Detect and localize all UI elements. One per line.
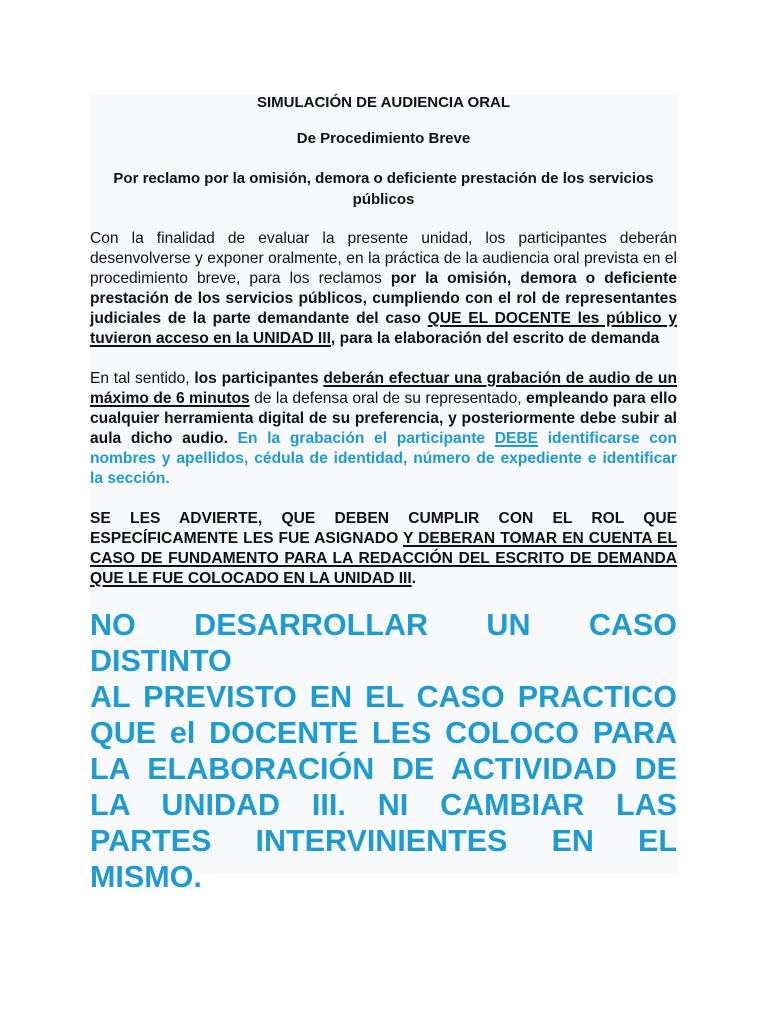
warning-line-5: LA UNIDAD III. NI CAMBIAR LAS [90, 788, 677, 822]
warning-line-1: NO DESARROLLAR UN CASO DISTINTO [90, 608, 677, 678]
warning-block [90, 607, 677, 895]
paragraph-instructions-text-5: empleando para ello cualquier herramienta digital de su preferencia, y posteriormente debe subir al aula dicho audio. [90, 390, 677, 447]
paragraph-instructions-text-7: DEBE [494, 430, 539, 447]
paragraph-warning-notice-text-2: Y DEBERAN TOMAR EN CUENTA EL CASO DE FUNDAMENTO PARA LA REDACCIÓN DEL ESCRITO DE DEMANDA QUE LE FUE COLOCADO EN LA UNIDAD III [90, 530, 677, 587]
paragraph-instructions-text-3: deberán efectuar una grabación de audio de un máximo de 6 minutos [90, 370, 677, 407]
paragraph-instructions [90, 369, 677, 489]
paragraph-instructions-text-6: En la grabación el participante [228, 430, 495, 447]
paragraph-instructions-text-2: los participantes [194, 370, 324, 387]
paragraph-instructions-text-1: En tal sentido, [90, 370, 195, 387]
document-title: SIMULACIÓN DE AUDIENCIA ORAL [256, 94, 511, 111]
document-content [90, 94, 677, 895]
paragraph-purpose-text-2: por la omisión, demora o deficiente prestación de los servicios públicos, cumpliendo con el rol de representantes judiciales de la parte demandante del caso [90, 270, 677, 327]
paragraph-purpose-text-3: QUE EL DOCENTE les público y tuvieron acceso en la UNIDAD III [90, 310, 677, 347]
paragraph-purpose-text-1: Con la finalidad de evaluar la presente unidad, los participantes deberán desenvolverse y exponer oralmente, en la práctica de la audiencia oral prevista en el procedimiento breve, para los reclamos [90, 230, 677, 287]
document-heading: Por reclamo por la omisión, demora o deficiente prestación de los servicios públicos [113, 170, 654, 208]
warning-line-3: QUE el DOCENTE LES COLOCO PARA [90, 716, 677, 750]
warning-line-7: MISMO. [90, 860, 202, 894]
paragraph-purpose [90, 229, 677, 349]
paragraph-purpose-text-4: , para la elaboración del escrito de demanda [330, 330, 660, 347]
paragraph-warning-notice-text-1: SE LES ADVIERTE, QUE DEBEN CUMPLIR CON EL ROL QUE ESPECÍFICAMENTE LES FUE ASIGNADO [90, 510, 677, 547]
warning-line-6: PARTES INTERVINIENTES EN EL [90, 824, 677, 858]
paragraph-warning-notice-text-3: . [411, 570, 417, 587]
warning-line-4: LA ELABORACIÓN DE ACTIVIDAD DE [90, 752, 677, 786]
warning-line-2: AL PREVISTO EN EL CASO PRACTICO [90, 680, 677, 714]
paragraph-instructions-text-8: identificarse con nombres y apellidos, cédula de identidad, número de expediente e identificar la sección. [90, 430, 677, 487]
paragraph-instructions-text-4: de la defensa oral de su representado, [249, 390, 527, 407]
document-subtitle: De Procedimiento Breve [296, 130, 471, 147]
paragraph-warning-notice [90, 509, 677, 589]
